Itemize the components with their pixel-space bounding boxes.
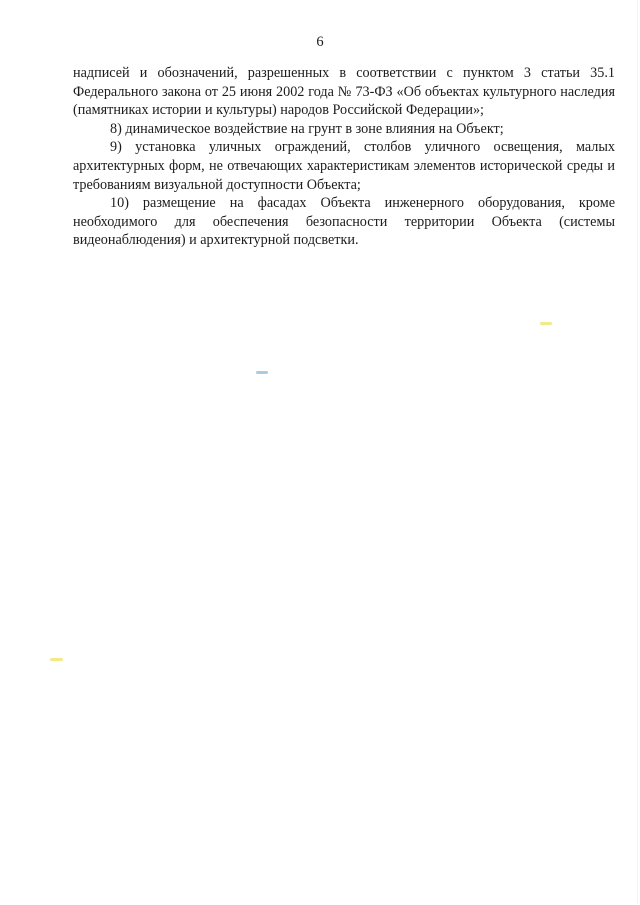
document-body: [73, 64, 615, 250]
scan-speck: [256, 371, 268, 374]
paragraph-item-9: 9) установка уличных ограждений, столбов уличного освещения, малых архитектурных форм, не отвечающих характеристикам элементов исторической среды и требованиям визуальной доступности Объекта;: [73, 139, 615, 193]
paragraph-continuation: надписей и обозначений, разрешенных в соответствии с пунктом 3 статьи 35.1 Федерального закона от 25 июня 2002 года № 73-ФЗ «Об объектах культурного наследия (памятниках истории и культуры) народов Российской Федерации»;: [73, 65, 615, 119]
page-number: 6: [316, 34, 324, 50]
paragraph-item-10: 10) размещение на фасадах Объекта инженерного оборудования, кроме необходимого для обеспечения безопасности территории Объекта (системы видеонаблюдения) и архитектурной подсветки.: [73, 195, 615, 249]
paragraph-item-8: 8) динамическое воздействие на грунт в зоне влияния на Объект;: [110, 120, 504, 137]
scan-speck: [540, 322, 552, 325]
scan-speck: [50, 658, 63, 661]
scan-edge: [637, 0, 638, 905]
